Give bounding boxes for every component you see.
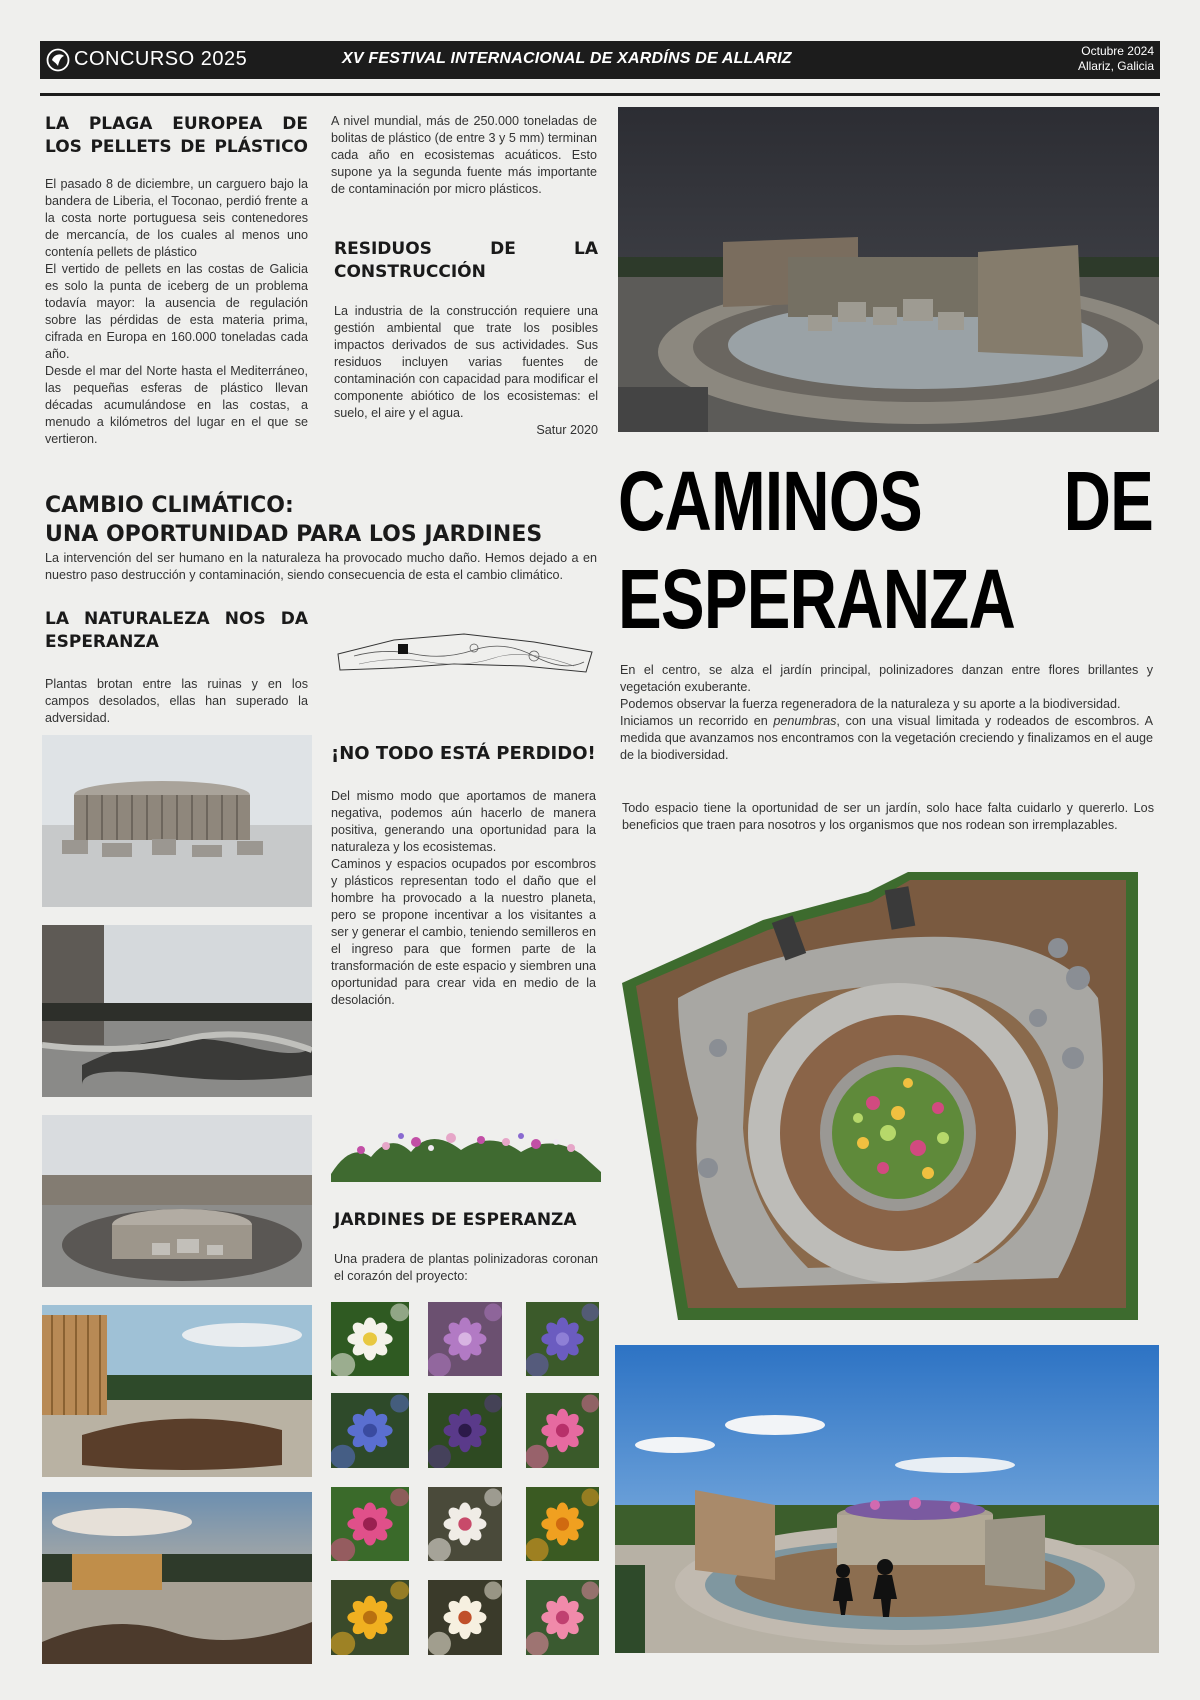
plaga-paragraph-2: El vertido de pellets en las costas de Galicia es solo la punta de iceberg de un problema todavía mayor: la ausencia de regulación sobre las pérdidas de esta materia prima, cifrada en Europa en 160.000 toneladas cada año. — [45, 262, 308, 361]
naturaleza-body: Plantas brotan entre las ruinas y en los campos desolados, ellas han superado la adversidad. — [45, 677, 308, 725]
perdido-heading: ¡NO TODO ESTÁ PERDIDO! — [331, 743, 596, 764]
plaga-paragraph-3: Desde el mar del Norte hasta el Mediterráneo, las pequeñas esferas de plástico llevan décadas acumulándose en las costas, a menudo a kilómetros del lugar en el que se vertieron. — [45, 364, 308, 446]
date-text: Octubre 2024 — [1081, 44, 1154, 58]
globe-leaf-icon — [46, 48, 70, 72]
blue-thistle-icon — [331, 1393, 409, 1468]
description-paragraph-3: Iniciamos un recorrido en penumbras, con una visual limitada y rodeados de escombros. A medida que avanzamos nos encontramos con la vegetación creciendo y finalizamos en el auge de la biodiversidad. — [620, 714, 1154, 762]
cambio-heading-line2: UNA OPORTUNIDAD PARA LOS JARDINES — [45, 522, 543, 547]
render-image-4 — [42, 1305, 312, 1477]
pink-hibiscus-icon — [526, 1580, 599, 1655]
yellow-marigold-icon — [331, 1580, 409, 1655]
title-word-de: DE — [1063, 454, 1154, 548]
night-render-image — [618, 107, 1159, 432]
naturaleza-heading: LA NATURALEZA NOS DA ESPERANZA — [45, 609, 308, 652]
perdido-body — [331, 788, 596, 1009]
orange-marigold-icon — [526, 1487, 599, 1561]
white-rose-icon — [331, 1302, 409, 1376]
white-daisy-icon — [428, 1487, 502, 1561]
description-body — [620, 662, 1153, 764]
pink-geranium-icon — [526, 1393, 599, 1468]
main-title — [618, 452, 1154, 648]
plaga-body — [45, 176, 308, 448]
lavender-icon — [526, 1302, 599, 1376]
title-word-caminos: CAMINOS — [618, 454, 922, 548]
render-image-2 — [42, 925, 312, 1097]
residuos-text: La industria de la construcción requiere una gestión ambiental que trate los posibles impactos derivados de sus actividades. Sus residuos incluyen varias fuentes de contaminación con capacidad para modificar el componente abiótico de los ecosistemas: el suelo, el aire y el agua. — [334, 304, 598, 420]
jardines-body: Una pradera de plantas polinizadoras coronan el corazón del proyecto: — [334, 1252, 598, 1283]
site-plan-sketch — [334, 626, 596, 680]
description-paragraph-2: Podemos observar la fuerza regeneradora de la naturaleza y su aporte a la biodiversidad. — [620, 697, 1121, 711]
cambio-body: La intervención del ser humano en la naturaleza ha provocado mucho daño. Hemos dejado a en nuestro paso destrucción y contaminación, siendo consecuencia de esta el cambio climático. — [45, 551, 597, 582]
residuos-source: Satur 2020 — [536, 423, 598, 437]
description-closing: Todo espacio tiene la oportunidad de ser un jardín, solo hace falta cuidarlo y quererlo. Los beneficios que traen para nosotros y los organismos que nos rodean son irremplazables. — [622, 801, 1154, 832]
gazania-icon — [428, 1580, 502, 1655]
perdido-paragraph-2: Caminos y espacios ocupados por escombros y plásticos representan todo el daño que el hombre ha provocado a la nuestro planeta, pero se propone incentivar a los visitantes a ser y generar el cambio, teniendo semilleros en el ingreso para que formen parte de la transformación de este espacio y siembren una oportunidad para crear vida en medio de la desolación. — [331, 857, 596, 1007]
render-image-5 — [42, 1492, 312, 1664]
cambio-heading-line1: CAMBIO CLIMÁTICO: — [45, 493, 294, 518]
title-word-esperanza: ESPERANZA — [618, 552, 1016, 646]
header-bar — [40, 41, 1160, 79]
purple-petunia-icon — [428, 1393, 502, 1468]
flower-bed-image — [331, 1112, 601, 1182]
residuos-heading: RESIDUOS DE LA CONSTRUCCIÓN — [334, 239, 598, 282]
location-text: Allariz, Galicia — [1077, 59, 1154, 73]
mundial-body: A nivel mundial, más de 250.000 toneladas de bolitas de plástico (de entre 3 y 5 mm) terminan cada año en ecosistemas acuáticos. Esto supone ya la segunda fuente más importante de contaminación por micro plásticos. — [331, 114, 597, 196]
day-render-image — [615, 1345, 1159, 1653]
cambio-heading — [45, 491, 605, 549]
jardines-heading: JARDINES DE ESPERANZA — [334, 1210, 577, 1230]
residuos-body — [334, 303, 598, 439]
header-rule — [40, 93, 1160, 96]
perdido-paragraph-1: Del mismo modo que aportamos de manera negativa, podemos aún hacerlo de manera positiva, generando una oportunidad para la naturaleza y los ecosistemas. — [331, 789, 596, 854]
contest-label: CONCURSO 2025 — [74, 48, 248, 70]
date-location — [1078, 44, 1154, 74]
festival-title: XV FESTIVAL INTERNACIONAL DE XARDÍNS DE ALLARIZ — [342, 50, 792, 67]
render-image-3 — [42, 1115, 312, 1287]
plaga-paragraph-1: El pasado 8 de diciembre, un carguero bajo la bandera de Liberia, el Toconao, perdió frente a la costa norte portuguesa seis contenedores de mercancía, de los cuales al menos uno contenía pellets de plástico — [45, 177, 308, 259]
description-paragraph-1: En el centro, se alza el jardín principal, polinizadores danzan entre flores brillantes y vegetación exuberante. — [620, 663, 1153, 694]
plaga-heading: LA PLAGA EUROPEA DE LOS PELLETS DE PLÁSTICO — [45, 114, 308, 157]
pink-dianthus-icon — [331, 1487, 409, 1561]
lilac-icon — [428, 1302, 502, 1376]
render-image-1 — [42, 735, 312, 907]
aerial-plan-image — [618, 868, 1145, 1323]
